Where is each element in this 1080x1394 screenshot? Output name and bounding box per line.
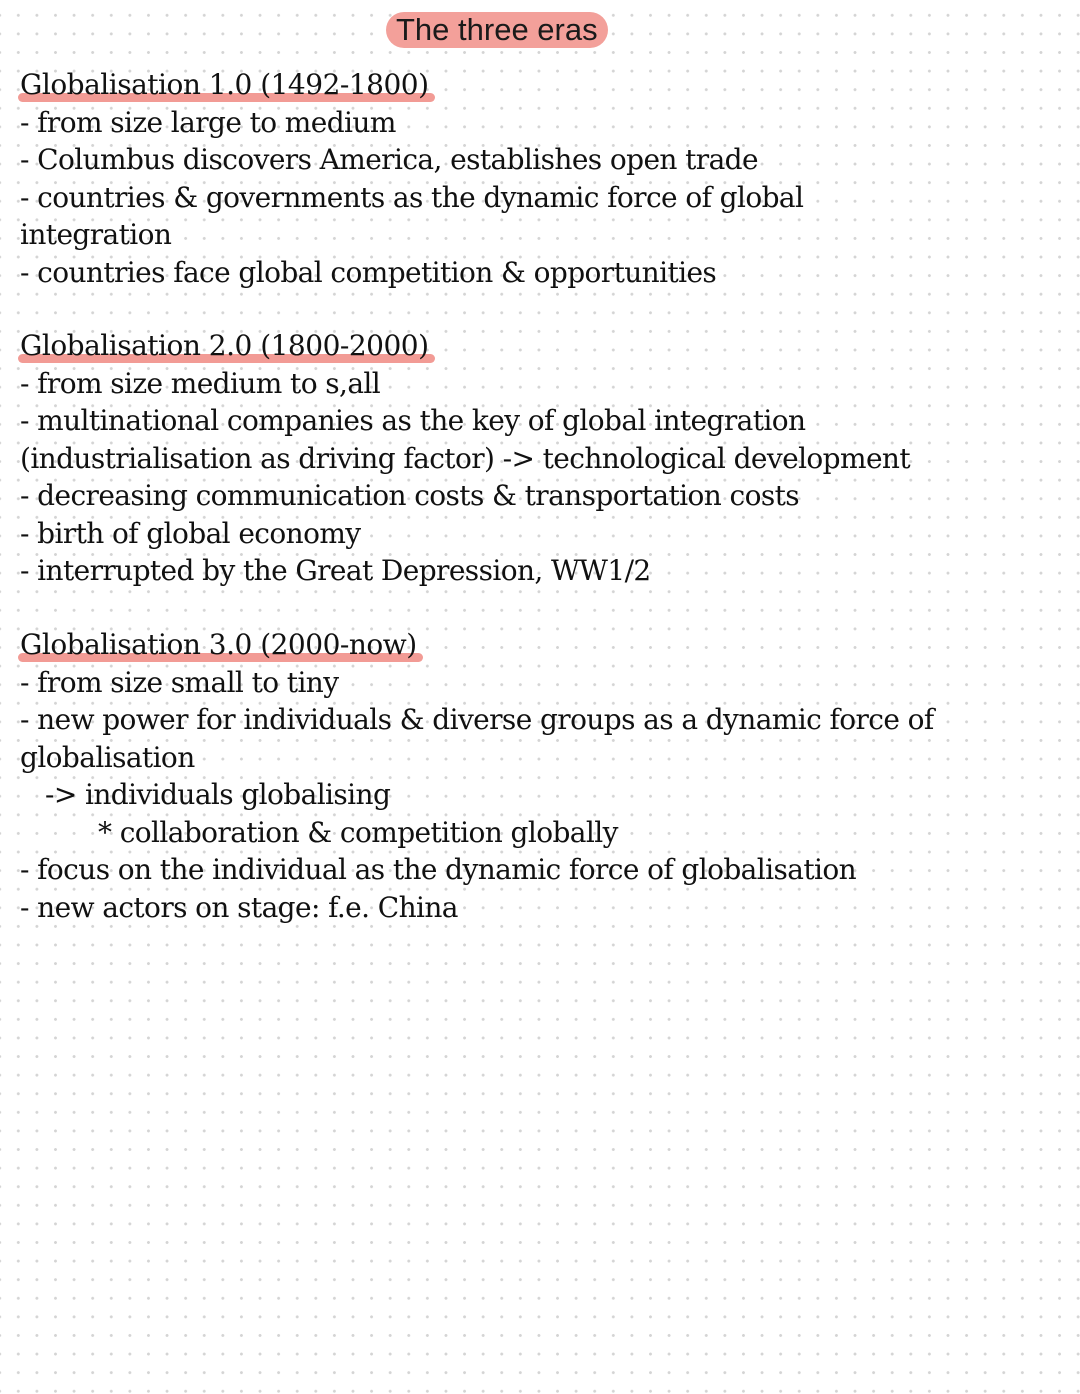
note-line: - focus on the individual as the dynamic force of globalisation	[20, 853, 857, 886]
section-heading: Globalisation 3.0 (2000-now)	[20, 626, 417, 664]
note-subline: -> individuals globalising	[45, 778, 391, 811]
note-line: globalisation	[20, 740, 195, 774]
note-line: integration	[20, 218, 172, 251]
note-line: (industrialisation as driving factor) -> technological development	[20, 441, 911, 475]
note-line: - from size small to tiny	[20, 665, 339, 699]
page-title: The three eras	[396, 12, 598, 47]
note-line: - countries face global competition & opportunities	[20, 255, 717, 289]
title-highlight	[386, 12, 608, 48]
note-line: - countries & governments as the dynamic force of global	[20, 180, 804, 214]
note-line: - new actors on stage: f.e. China	[20, 890, 458, 924]
section-globalisation-3	[20, 626, 1065, 926]
note-line: - multinational companies as the key of global integration	[20, 404, 806, 437]
note-line: - new power for individuals & diverse groups as a dynamic force of	[20, 703, 934, 736]
note-line: - from size large to medium	[20, 105, 396, 139]
note-line: - decreasing communication costs & transportation costs	[20, 479, 800, 512]
note-line: - from size medium to s,all	[20, 366, 381, 400]
section-heading: Globalisation 1.0 (1492-1800)	[20, 66, 429, 104]
note-line: - interrupted by the Great Depression, WW1/2	[20, 554, 651, 587]
section-globalisation-1	[20, 66, 1065, 291]
note-subline: * collaboration & competition globally	[98, 815, 618, 849]
note-line: - Columbus discovers America, establishes open trade	[20, 143, 758, 176]
section-heading: Globalisation 2.0 (1800-2000)	[20, 327, 429, 365]
note-line: - birth of global economy	[20, 516, 361, 550]
section-globalisation-2	[20, 327, 1065, 590]
